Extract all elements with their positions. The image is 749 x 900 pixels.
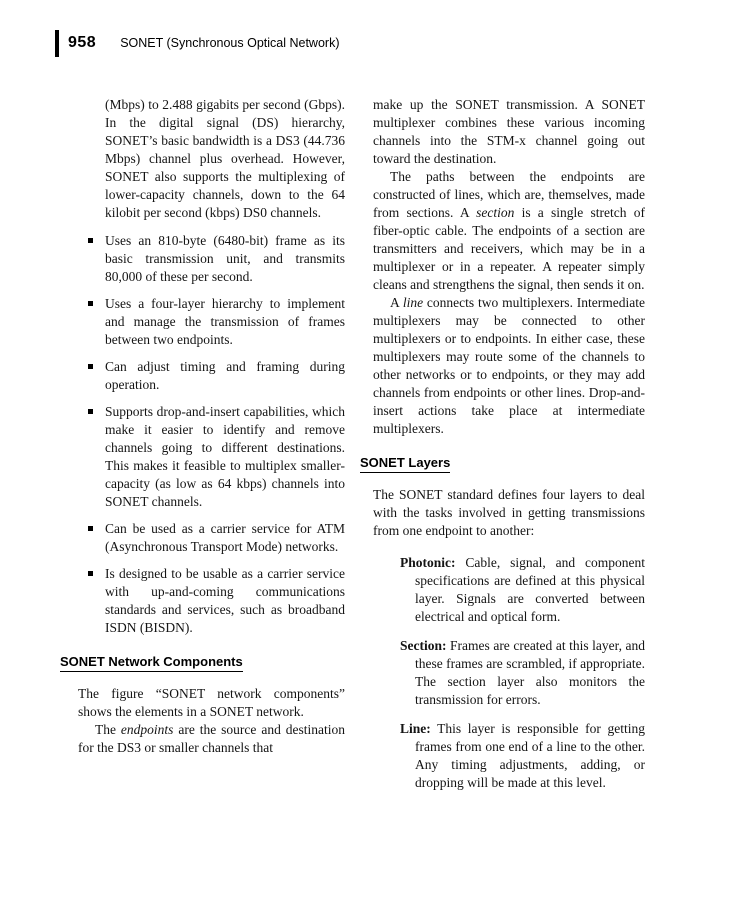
definition-text: This layer is responsible for getting frames from one end of a line to the other. Any timing adjustments, adding, or dropping will be made at this level. xyxy=(415,721,645,790)
paragraph-layers-intro: The SONET standard defines four layers to deal with the tasks involved in getting transmissions from one endpoint to another: xyxy=(373,487,645,538)
list-item xyxy=(60,403,345,511)
page-header xyxy=(55,28,749,58)
bullet-text: Uses a four-layer hierarchy to implement and manage the transmission of frames between two endpoints. xyxy=(105,296,345,347)
definition-item xyxy=(360,720,645,792)
bullet-text: Is designed to be usable as a carrier service with up-and-coming communications standards and services, such as broadband ISDN (BISDN). xyxy=(105,566,345,635)
bullet-text: Supports drop-and-insert capabilities, which make it easier to identify and remove channels going to different destinations. This makes it feasible to multiplex smaller-capacity (as low as 64 kbps) channels into SONET channels. xyxy=(105,404,345,509)
definition-term: Photonic: xyxy=(400,555,456,570)
list-item xyxy=(60,232,345,286)
definition-list xyxy=(360,554,645,792)
square-bullet-icon xyxy=(88,238,93,243)
bullet-list xyxy=(60,232,345,637)
section-heading-sonet-layers xyxy=(360,455,645,473)
text-run: connects two multiplexers. Intermediate multiplexers may be connected to other multiplexers or to endpoints. In either case, these multiplexers may route some of the channels to other networks or to endpoints, or they may add channels from endpoints or other lines. Drop-and-insert actions take place at intermediate multiplexers. xyxy=(373,295,645,436)
paragraph-endpoints xyxy=(78,721,345,757)
definition-term: Line: xyxy=(400,721,431,736)
list-item xyxy=(60,520,345,556)
definition-text: Cable, signal, and component specifications are defined at this physical layer. Signals are converted between electrical and optical form. xyxy=(415,555,646,624)
page-title: SONET (Synchronous Optical Network) xyxy=(120,36,340,50)
text-run: The paths between the endpoints are constructed of lines, which are, themselves, made from sections. A xyxy=(373,169,645,220)
list-item xyxy=(60,565,345,637)
definition-item xyxy=(360,554,645,626)
definition-text: Frames are created at this layer, and these frames are scrambled, if appropriate. The section layer also monitors the transmission for errors. xyxy=(415,638,646,707)
paragraph-figure-reference: The figure “SONET network components” shows the elements in a SONET network. xyxy=(78,686,345,719)
text-run: The xyxy=(95,722,121,737)
paragraph-makeup: make up the SONET transmission. A SONET multiplexer combines these various incoming channels into the STM-x channel going out toward the destination. xyxy=(373,97,645,166)
square-bullet-icon xyxy=(88,301,93,306)
intro-paragraph: (Mbps) to 2.488 gigabits per second (Gbps). In the digital signal (DS) hierarchy, SONET’s basic bandwidth is a DS3 (44.736 Mbps) channel plus overhead. However, SONET also supports the multiplexing of lower-capacity channels, down to the 64 kilobit per second (kbps) DS0 channels. xyxy=(105,97,345,220)
paragraph-line xyxy=(373,294,645,438)
square-bullet-icon xyxy=(88,526,93,531)
two-column-layout xyxy=(60,96,749,803)
text-run: A xyxy=(390,295,403,310)
bullet-text: Uses an 810-byte (6480-bit) frame as its basic transmission unit, and transmits 80,000 of these per second. xyxy=(105,233,345,284)
square-bullet-icon xyxy=(88,571,93,576)
text-run: are the source and destination for the DS3 or smaller channels that xyxy=(78,722,345,755)
bullet-text: Can be used as a carrier service for ATM (Asynchronous Transport Mode) networks. xyxy=(105,521,345,554)
definition-item xyxy=(360,637,645,709)
italic-term-endpoints: endpoints xyxy=(120,722,174,737)
right-column xyxy=(360,96,645,803)
square-bullet-icon xyxy=(88,409,93,414)
heading-text: SONET Layers xyxy=(360,455,450,473)
heading-text: SONET Network Components xyxy=(60,654,243,672)
section-heading-network-components xyxy=(60,654,345,672)
left-column xyxy=(60,96,345,803)
bullet-text: Can adjust timing and framing during operation. xyxy=(105,359,345,392)
paragraph-paths xyxy=(373,168,645,294)
list-item xyxy=(60,295,345,349)
page-number: 958 xyxy=(68,34,97,51)
square-bullet-icon xyxy=(88,364,93,369)
definition-term: Section: xyxy=(400,638,447,653)
italic-term-line: line xyxy=(402,295,424,310)
list-item xyxy=(60,358,345,394)
text-run: is a single stretch of fiber-optic cable. The endpoints of a section are transmitters and receivers, which may be in a multiplexer or in a repeater. A repeater simply cleans and strengthens the signal, then sends it on. xyxy=(373,205,645,292)
header-rule-bar xyxy=(55,30,59,57)
italic-term-section: section xyxy=(476,205,515,220)
